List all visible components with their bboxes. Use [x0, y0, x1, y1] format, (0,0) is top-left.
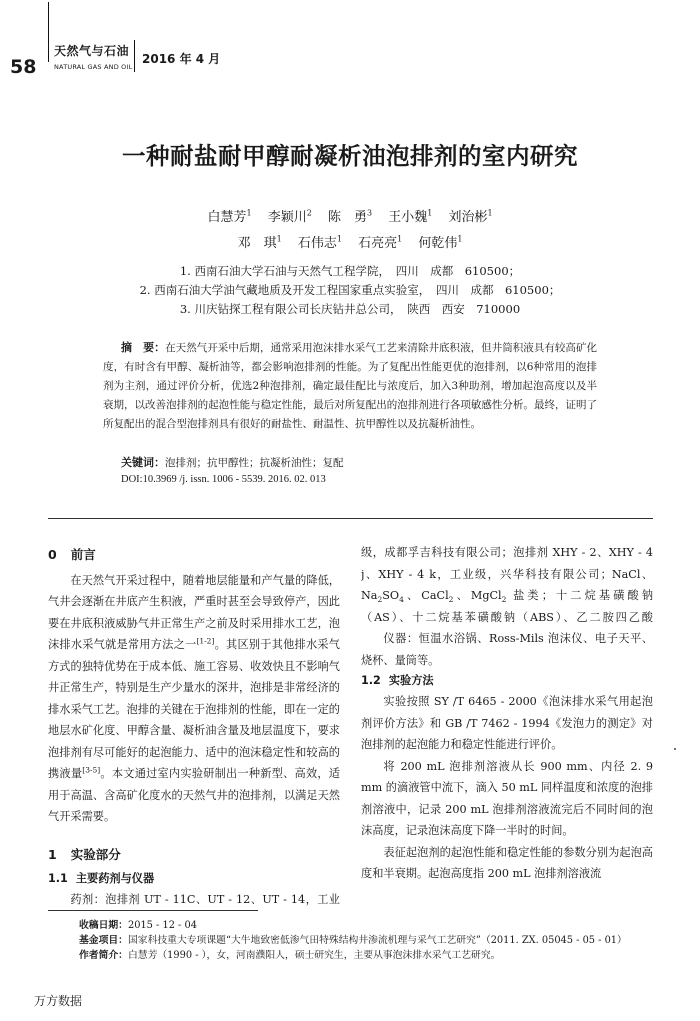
author-row-1 — [0, 206, 700, 225]
journal-name: 天然气与石油 — [54, 44, 130, 58]
subsection-heading-1-1: 1.1 主要药剂与仪器 — [48, 872, 155, 885]
watermark: 万方数据 — [34, 994, 83, 1008]
body-paragraph: 在天然气开采过程中，随着地层能量和产气量的降低，气井会逐渐在井底产生积液，严重时甚至会导致停产，因此要在井底积液威胁气井正常生产之前及时采用排水工艺，泡沫排水采气就是常用方法之一[1-2]。其区别于其他排水采气方式的独特优势在于成本低、施工容易、收效快且不影响气井正常生产，特别是生产少量水的深井，泡排是非常经济的排水采气工艺。泡排的关键在于泡排剂的性能，即在一定的地层水矿化度、甲醇含量、凝析油含量及地层温度下，要求泡排剂有尽可能好的起泡能力、适中的泡沫稳定性和较高的携液量[3-5]。本文通过室内实验研制出一种新型、高效，适用于高温、含高矿化度水的天然气井的泡排剂，以满足天然气开采需要。 — [48, 573, 340, 823]
affiliation: 3. 川庆钻探工程有限公司长庆钻井总公司， 陕西 西安 710000 — [179, 302, 521, 316]
paper-title: 一种耐盐耐甲醇耐凝析油泡排剂的室内研究 — [122, 142, 578, 170]
doi: DOI:10.3969 /j. issn. 1006 - 5539. 2016. 02. 013 — [121, 474, 326, 485]
footnote-author: 作者简介：白慧芳（1990 - ），女，河南濮阳人，硕士研究生，主要从事泡沫排水采气工艺研究。 — [79, 950, 501, 961]
author: 邓 琪$^1$ — [237, 234, 282, 251]
body-paragraph: 仪器：恒温水浴锅、Ross-Mils 泡沫仪、电子天平、烧杯、量筒等。 — [361, 632, 653, 667]
body-paragraph: 将 200 mL 泡排剂溶液从长 900 mm、内径 2. 9 mm 的滴液管中流下，滴入 50 mL 同样温度和浓度的泡排剂溶液中，记录 200 mL 泡排剂溶液流完后不同时间的泡沫高度，记录泡沫高度下降一半时的时间。 — [361, 759, 653, 837]
body-column-right — [361, 542, 653, 885]
page-number: 58 — [10, 56, 37, 78]
footnotes — [79, 918, 659, 963]
author: 何乾伟$^1$ — [418, 234, 463, 251]
header-rule — [48, 2, 49, 62]
body-paragraph: 药剂：泡排剂 UT - 11C、UT - 12、UT - 14，工业 — [70, 893, 340, 906]
body-paragraph: 表征起泡剂的起泡性能和稳定性能的参数分别为起泡高度和半衰期。起泡高度指 200 mL 泡排剂溶液流 — [361, 845, 653, 880]
margin-dot — [674, 748, 676, 750]
body-paragraph: 实验按照 SY /T 6465 - 2000《泡沫排水采气用起泡剂评价方法》和 GB /T 7462 - 1994《发泡力的测定》对泡排剂的起泡能力和稳定性能进行评价。 — [361, 695, 653, 751]
author-row-2 — [0, 232, 700, 251]
keywords-text: 泡排剂；抗甲醇性；抗凝析油性；复配 — [165, 457, 344, 469]
affiliation: 1. 西南石油大学石油与天然气工程学院， 四川 成都 610500； — [179, 264, 521, 278]
abstract — [103, 338, 597, 434]
subsection-heading-1-2: 1.2 实验方法 — [361, 674, 434, 687]
body-column-left — [48, 542, 340, 911]
affiliation: 2. 西南石油大学油气藏地质及开发工程国家重点实验室， 四川 成都 610500； — [139, 283, 561, 297]
footnote-rule — [48, 910, 258, 911]
section-divider — [48, 518, 653, 519]
author: 石亮亮$^1$ — [358, 234, 403, 251]
keywords-label: 关键词： — [121, 456, 165, 469]
author: 王小魏$^1$ — [388, 208, 433, 225]
journal-divider — [134, 40, 135, 72]
section-heading-1: 1 实验部分 — [48, 846, 121, 862]
footnote-received: 收稿日期：2015 - 12 - 04 — [79, 920, 197, 931]
issue-date: 2016 年 4 月 — [142, 52, 221, 66]
affiliations — [0, 262, 700, 319]
footnote-fund: 基金项目：国家科技重大专项课题“大牛地致密低渗气田特殊结构井渗流机理与采气工艺研究”（2011. ZX. 05045 - 05 - 01） — [79, 935, 627, 946]
journal-name-en: NATURAL GAS AND OIL — [54, 63, 133, 71]
author: 白慧芳$^1$ — [207, 208, 252, 225]
author: 陈 勇$^3$ — [327, 208, 373, 225]
section-heading-0: 0 前言 — [48, 547, 96, 562]
author: 李颖川$^2$ — [267, 208, 312, 225]
body-paragraph-continued: 级，成都孚吉科技有限公司；泡排剂 XHY - 2、XHY - 4 j、XHY - 4 k，工业级，兴华科技有限公司；NaCl、$Na_2SO_4$、CaCl$_2$、MgCl$_2$ 盐类；十二烷基磺酸钠（AS）、十二烷基苯磺酸钠（ABS）、乙二胺四乙酸 — [361, 546, 653, 624]
abstract-text: 在天然气开采中后期，通常采用泡沫排水采气工艺来清除井底积液，但井筒积液具有较高矿化度，有时含有甲醇、凝析油等，都会影响泡排剂的性能。为了复配出性能更优的泡排剂，以6种常用的泡排剂为主剂，通过评价分析，优选2种泡排剂，确定最佳配比与浓度后，加入3种助剂，增加起泡高度以及半衰期，以改善泡排剂的起泡性能与稳定性能，最后对所复配出的泡排剂进行各项敏感性分析。最终，证明了所复配出的混合型泡排剂具有很好的耐盐性、耐温性、抗甲醇性以及抗凝析油性。 — [103, 342, 598, 430]
author: 刘治彬$^1$ — [448, 208, 493, 225]
abstract-label: 摘 要： — [121, 341, 166, 354]
keywords — [121, 454, 597, 470]
author: 石伟志$^1$ — [297, 234, 342, 251]
